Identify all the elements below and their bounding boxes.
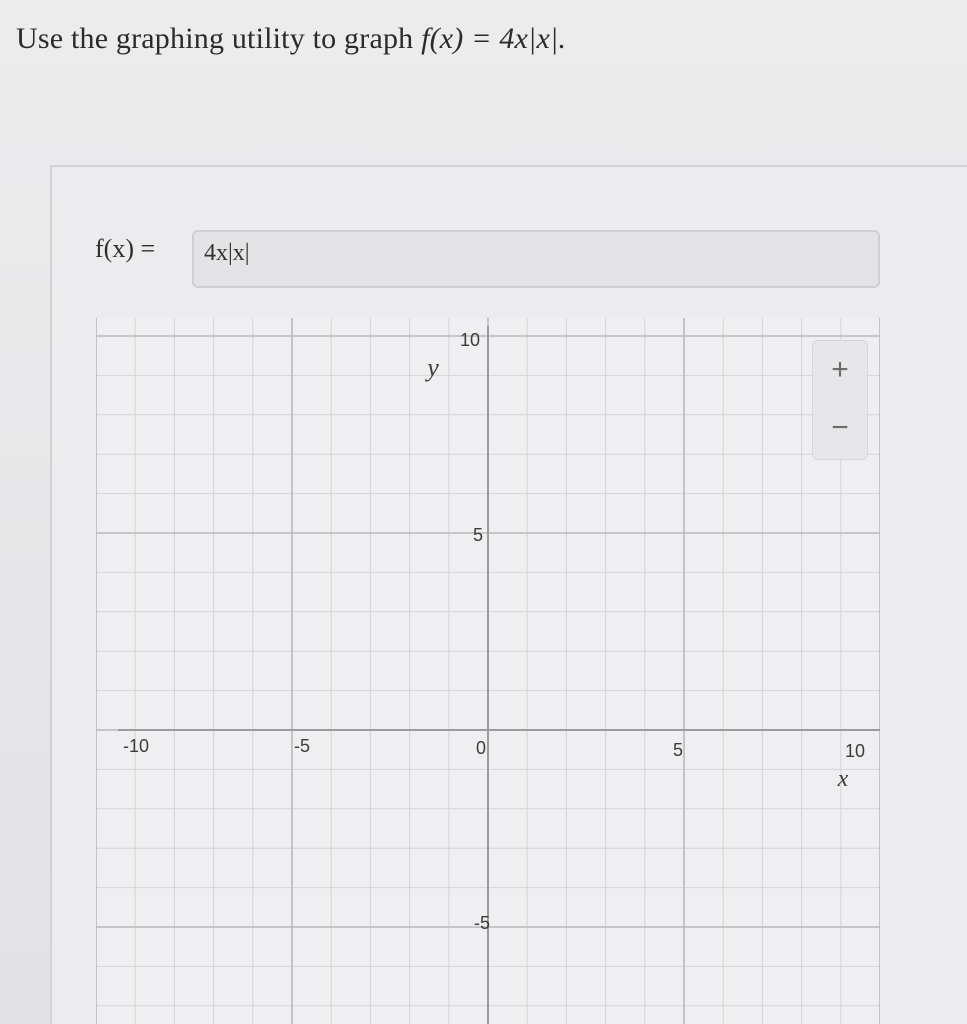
y-tick-label-neg5: -5: [473, 913, 491, 933]
y-tick-label-10: 10: [459, 330, 481, 350]
function-input[interactable]: 4x|x|: [192, 230, 880, 288]
y-tick-label-5: 5: [472, 525, 484, 545]
y-axis-label: y: [427, 353, 439, 382]
x-axis-label: x: [837, 766, 849, 792]
x-tick-label-neg10: -10: [122, 736, 150, 756]
zoom-out-button[interactable]: −: [831, 411, 849, 444]
x-tick-label-5: 5: [672, 740, 684, 760]
x-tick-label-neg5: -5: [293, 736, 311, 756]
x-tick-label-0: 0: [475, 738, 487, 758]
question-math: f(x) = 4x|x|.: [421, 22, 567, 55]
question-prefix: Use the graphing utility to graph: [16, 22, 422, 55]
zoom-control: [812, 340, 868, 460]
zoom-in-button[interactable]: +: [831, 353, 849, 386]
x-tick-label-10: 10: [844, 741, 866, 761]
function-label: f(x) =: [95, 234, 156, 263]
